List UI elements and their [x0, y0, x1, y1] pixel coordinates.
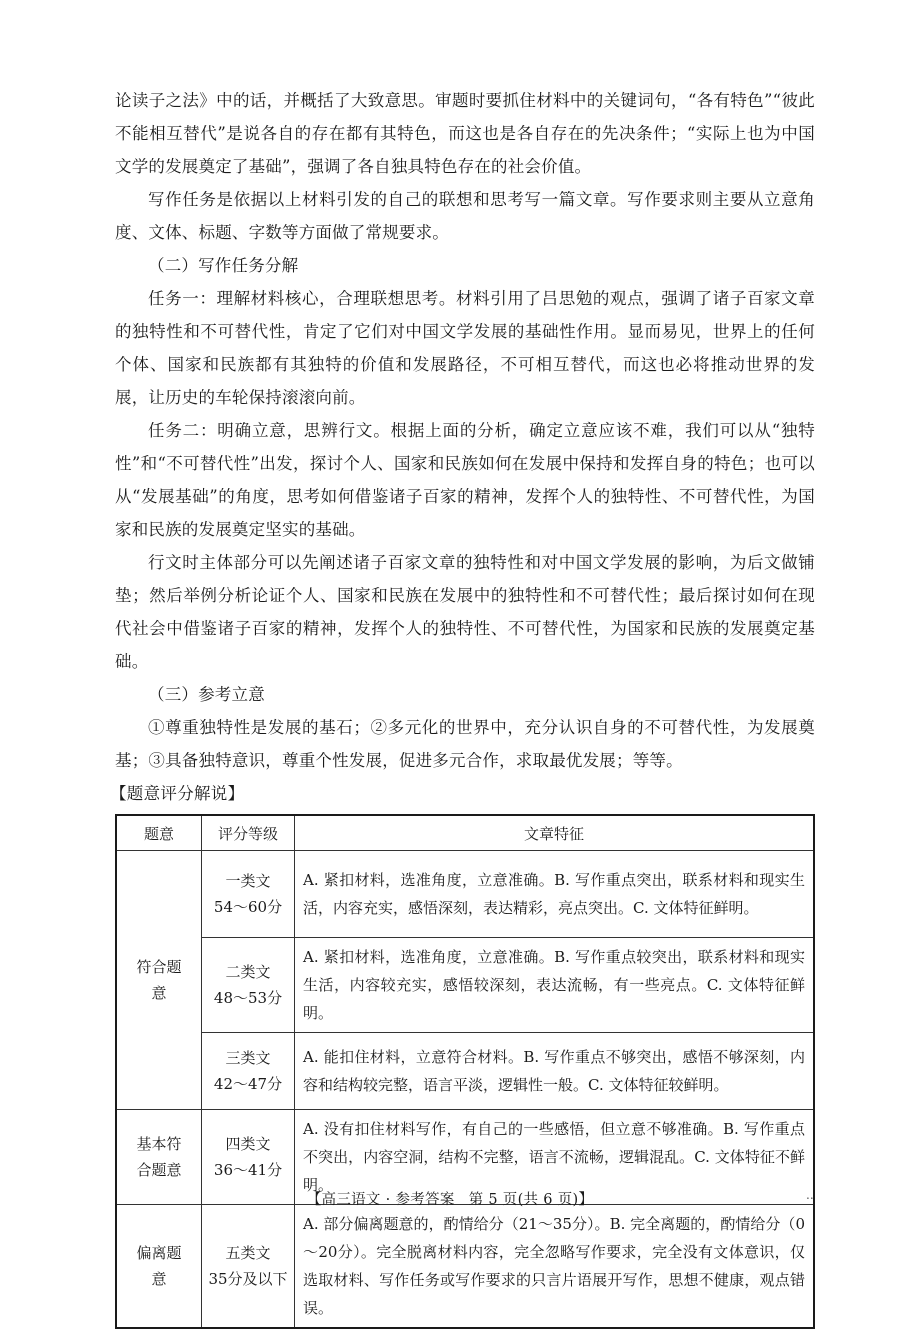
paragraph: 论读子之法》中的话，并概括了大致意思。审题时要抓住材料中的关键词句，“各有特色”“彼此不能相互替代”是说各自的存在都有其特色，而这也是各自存在的先决条件；“实际上也为中国文学的发展奠定了基础”，强调了各自独具特色存在的社会价值。	[115, 91, 815, 176]
paragraph: 任务一：理解材料核心，合理联想思考。材料引用了吕思勉的观点，强调了诸子百家文章的独特性和不可替代性，肯定了它们对中国文学发展的基础性作用。显而易见，世界上的任何个体、国家和民族都有其独特的价值和发展路径，不可相互替代，而这也必将推动世界的发展，让历史的车轮保持滚滚向前。	[115, 289, 815, 407]
paragraph: 写作任务是依据以上材料引发的自己的联想和思考写一篇文章。写作要求则主要从立意角度、文体、标题、字数等方面做了常规要求。	[115, 190, 815, 242]
header-features: 文章特征	[295, 815, 815, 851]
table-row	[116, 938, 814, 1033]
table-row	[116, 851, 814, 938]
level-score: 48～53分	[213, 989, 283, 1007]
feature-cell: A. 紧扣材料，选准角度，立意准确。B. 写作重点较突出，联系材料和现实生活，内容较充实，感悟较深刻，表达流畅，有一些亮点。C. 文体特征鲜明。	[295, 938, 815, 1033]
paragraph: （二）写作任务分解	[148, 256, 299, 275]
level-name: 二类文	[225, 963, 271, 981]
category-cell: 符合题意	[116, 851, 202, 1110]
section-heading: 【题意评分解说】	[110, 784, 245, 803]
level-score: 42～47分	[213, 1075, 283, 1093]
level-cell	[202, 1033, 295, 1110]
page-footer	[0, 1188, 900, 1209]
level-name: 五类文	[225, 1244, 271, 1262]
feature-cell: A. 紧扣材料，选准角度，立意准确。B. 写作重点突出，联系材料和现实生活，内容充实，感悟深刻，表达精彩，亮点突出。C. 文体特征鲜明。	[295, 851, 815, 938]
level-name: 一类文	[225, 872, 271, 890]
grading-table	[115, 814, 815, 1329]
level-cell	[202, 851, 295, 938]
feature-cell: A. 没有扣住材料写作，有自己的一些感悟，但立意不够准确。B. 写作重点不突出，内容空洞，结构不完整，语言不流畅，逻辑混乱。C. 文体特征不鲜明。	[295, 1110, 815, 1205]
corner-mark: ..	[806, 1188, 814, 1202]
paragraph: ①尊重独特性是发展的基石；②多元化的世界中，充分认识自身的不可替代性，为发展奠基；③具备独特意识，尊重个性发展，促进多元合作，求取最优发展；等等。	[115, 718, 815, 770]
table-row	[116, 1205, 814, 1329]
level-score: 36～41分	[213, 1161, 283, 1179]
header-category: 题意	[116, 815, 202, 851]
page-content	[110, 84, 815, 1329]
header-level: 评分等级	[202, 815, 295, 851]
level-cell	[202, 938, 295, 1033]
paragraph: 行文时主体部分可以先阐述诸子百家文章的独特性和对中国文学发展的影响，为后文做铺垫；然后举例分析论证个人、国家和民族在发展中的独特性和不可替代性；最后探讨如何在现代社会中借鉴诸子百家的精神，发挥个人的独特性、不可替代性，为国家和民族的发展奠定基础。	[115, 553, 815, 671]
level-name: 四类文	[225, 1135, 271, 1153]
level-name: 三类文	[225, 1049, 271, 1067]
table-header-row	[116, 815, 814, 851]
category-cell: 基本符合题意	[116, 1110, 202, 1205]
paragraph: 任务二：明确立意，思辨行文。根据上面的分析，确定立意应该不难，我们可以从“独特性”和“不可替代性”出发，探讨个人、国家和民族如何在发展中保持和发挥自身的特色；也可以从“发展基础”的角度，思考如何借鉴诸子百家的精神，发挥个人的独特性、不可替代性，为国家和民族的发展奠定坚实的基础。	[115, 421, 815, 539]
body-text	[115, 84, 815, 777]
level-cell	[202, 1205, 295, 1329]
level-score: 35分及以下	[208, 1270, 288, 1288]
feature-cell: A. 能扣住材料，立意符合材料。B. 写作重点不够突出，感悟不够深刻，内容和结构较完整，语言平淡，逻辑性一般。C. 文体特征较鲜明。	[295, 1033, 815, 1110]
table-body	[116, 851, 814, 1329]
level-score: 54～60分	[213, 898, 283, 916]
footer-label: 【高三语文 · 参考答案	[306, 1192, 455, 1208]
category-cell: 偏离题意	[116, 1205, 202, 1329]
footer-page-number: 第 5 页(共 6 页)】	[468, 1192, 594, 1208]
paragraph: （三）参考立意	[148, 685, 265, 704]
feature-cell: A. 部分偏离题意的，酌情给分（21～35分）。B. 完全离题的，酌情给分（0～20分）。完全脱离材料内容，完全忽略写作要求，完全没有文体意识，仅选取材料、写作任务或写作要求的只言片语展开写作，思想不健康，观点错误。	[295, 1205, 815, 1329]
table-row	[116, 1033, 814, 1110]
